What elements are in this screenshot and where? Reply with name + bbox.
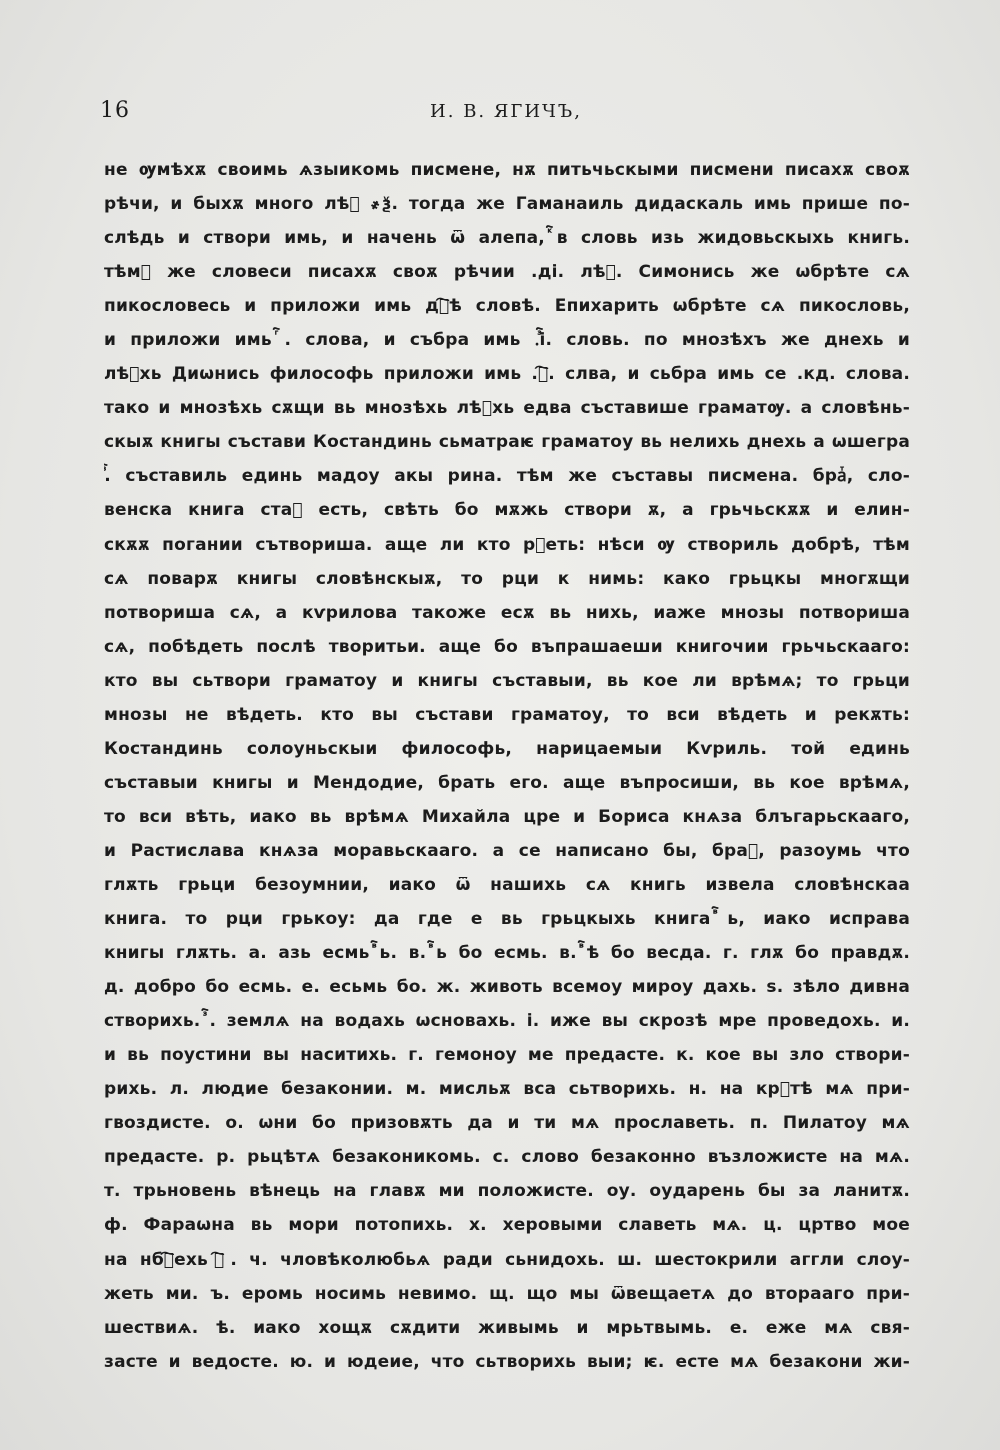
text-line: и приложи имь ⷢ҇. слова, и събра имь .ⷥ҇і. словь. по мнозѣхъ же днехь и [104, 330, 910, 351]
text-line: то вси вѣть, иако вь врѣмѧ Михайла цре и Бориса кнѧза блъгарьскааго, [104, 806, 910, 827]
text-line: сѧ, побѣдеть послѣ творитьи. аще бо въпрашаеши книгочии грьчьскааго: [104, 636, 910, 657]
text-line: и Растислава кнѧза моравьскааго. а се написано бы, браⷮ, разоумь что [104, 840, 910, 861]
text-line: книга. то рци грькоу: да где е вь грьцкыхь книга ⷡ҇ь, иако исправа [104, 909, 910, 930]
text-line: потвориша сѧ, а кѵрилова такоже есѫ вь нихь, иаже мнозы потвориша [104, 602, 910, 623]
text-line: пикословесь и приложи имь дⷡ҇ѣ словѣ. Епихарить ѡбрѣте сѧ пикословь, [104, 296, 910, 317]
text-line: скѫѫ погании сътвориша. аще ли кто рⷮеть: нѣси ѹ створиль добрѣ, тѣм [104, 534, 910, 555]
text-line: кто вы сьтвори граматоу и книгы съставыи, вь кое ли врѣмѧ; то грьци [104, 670, 910, 691]
text-line: рихь. л. людие безаконии. м. мисльѫ вса сьтворихь. н. на крⷮтѣ мѧ при- [104, 1079, 910, 1100]
text-line: ⷥ҇. съставиль единь мадоу акы рина. тѣм же съставы писмена. браⷮ, сло- [104, 466, 910, 487]
text-line: шествиѧ. ѣ. иако хощѫ сѫдити живымь и мрьтвымь. е. еже мѧ свя- [104, 1317, 910, 1338]
text-line: Костандинь солоуньскыи философь, нарицаемыи Кѵриль. той единь [104, 738, 910, 759]
text-line: предасте. р. рьцѣтѧ безаконикомь. с. слово безаконно възложисте на мѧ. [104, 1147, 910, 1168]
text-line: на нбⷭ҇ехь ⷢ҇. ч. чловѣколюбьѧ ради сьнидохь. ш. шестокрили аггли слоу- [104, 1249, 910, 1270]
text-line: мнозы не вѣдеть. кто вы състави граматоу, то вси вѣдеть и рекѫть: [104, 704, 910, 725]
text-line: венска книга стаⷮ есть, свѣть бо мѫжь створи ѫ, а грьчьскѫѫ и елин- [104, 500, 910, 521]
text-line: д. добро бо есмь. е. есьмь бо. ж. животь всемоу мироу дахь. ѕ. зѣло дивна [104, 977, 910, 998]
page-number: 16 [100, 98, 130, 123]
text-line: гвоздисте. о. ѡни бо призовѫть да и ти мѧ прославеть. п. Пилатоу мѧ [104, 1113, 910, 1134]
text-line: книгы глѫть. а. азь есмь ⷡ҇ь. в. ⷡ҇ь бо есмь. в. ⷡ҇ѣ бо весда. г. глѫ бо правдѫ. [104, 943, 910, 964]
text-line: створихь. ⷥ҇. землѧ на водахь ѡсновахь. і. иже вы скрозѣ мре проведохь. и. [104, 1011, 910, 1032]
text-line: ф. Фараѡна вь мори потопихь. х. херовыми славеть мѧ. ц. цртво мое [104, 1215, 910, 1236]
running-head [100, 98, 912, 128]
text-line: тако и мнозѣхь сѫщи вь мнозѣхь лѣⷮхь едва съставише граматѹ. а словѣнь- [104, 398, 910, 419]
body-text [104, 153, 910, 1379]
text-line: не ѹмѣхѫ своимь ѧзыикомь писмене, нѫ питьчьскыми писмени писахѫ своѫ [104, 160, 910, 180]
text-line: лѣⷮхь Диѡнись философь приложи имь .ⷢ҇. слва, и сьбра имь се .кд. слова. [104, 364, 910, 385]
text-line: засте и ведосте. ю. и юдеие, что сьтворихь выи; ѥ. есте мѧ безакони жи- [104, 1351, 910, 1372]
running-title: И. В. ЯГИЧЪ, [430, 101, 582, 122]
text-line: жеть ми. ъ. еромь носимь невимо. щ. що мы ѿвещаетѧ до вторааго при- [104, 1283, 910, 1304]
text-line: рѣчи, и быхѫ много лѣⷮ ҂ѯ. тогда же Гаманаиль дидаскаль имь прише по- [104, 194, 910, 215]
text-line: слѣдь и створи имь, и начень ѿ алепа, ⷦ҇в словь изь жидовьскыхь книгь. [104, 228, 910, 249]
text-line: съставыи книгы и Мендодие, брать его. аще въпросиши, вь кое врѣмѧ, [104, 772, 910, 793]
text-line: глѫть грьци безоумнии, иако ѿ нашихь сѧ книгь извела словѣнскаа [104, 874, 910, 895]
text-line: скыѫ книгы състави Костандинь сьматраѥ граматоу вь нелихь днехь а ѡшегра [104, 432, 910, 453]
text-line: и вь поустини вы наситихь. г. гемоноу ме предасте. к. кое вы зло створи- [104, 1045, 910, 1066]
text-line: т. трьновень вѣнець на главѫ ми положисте. оу. оударень бы за ланитѫ. [104, 1181, 910, 1202]
text-line: сѧ поварѫ книгы словѣнскыѫ, то рци к нимь: како грьцкы многѫщи [104, 568, 910, 589]
text-line: тѣмⷤ же словеси писахѫ своѫ рѣчии .ді. лѣⷮ. Симонись же ѡбрѣте сѧ [104, 262, 910, 283]
